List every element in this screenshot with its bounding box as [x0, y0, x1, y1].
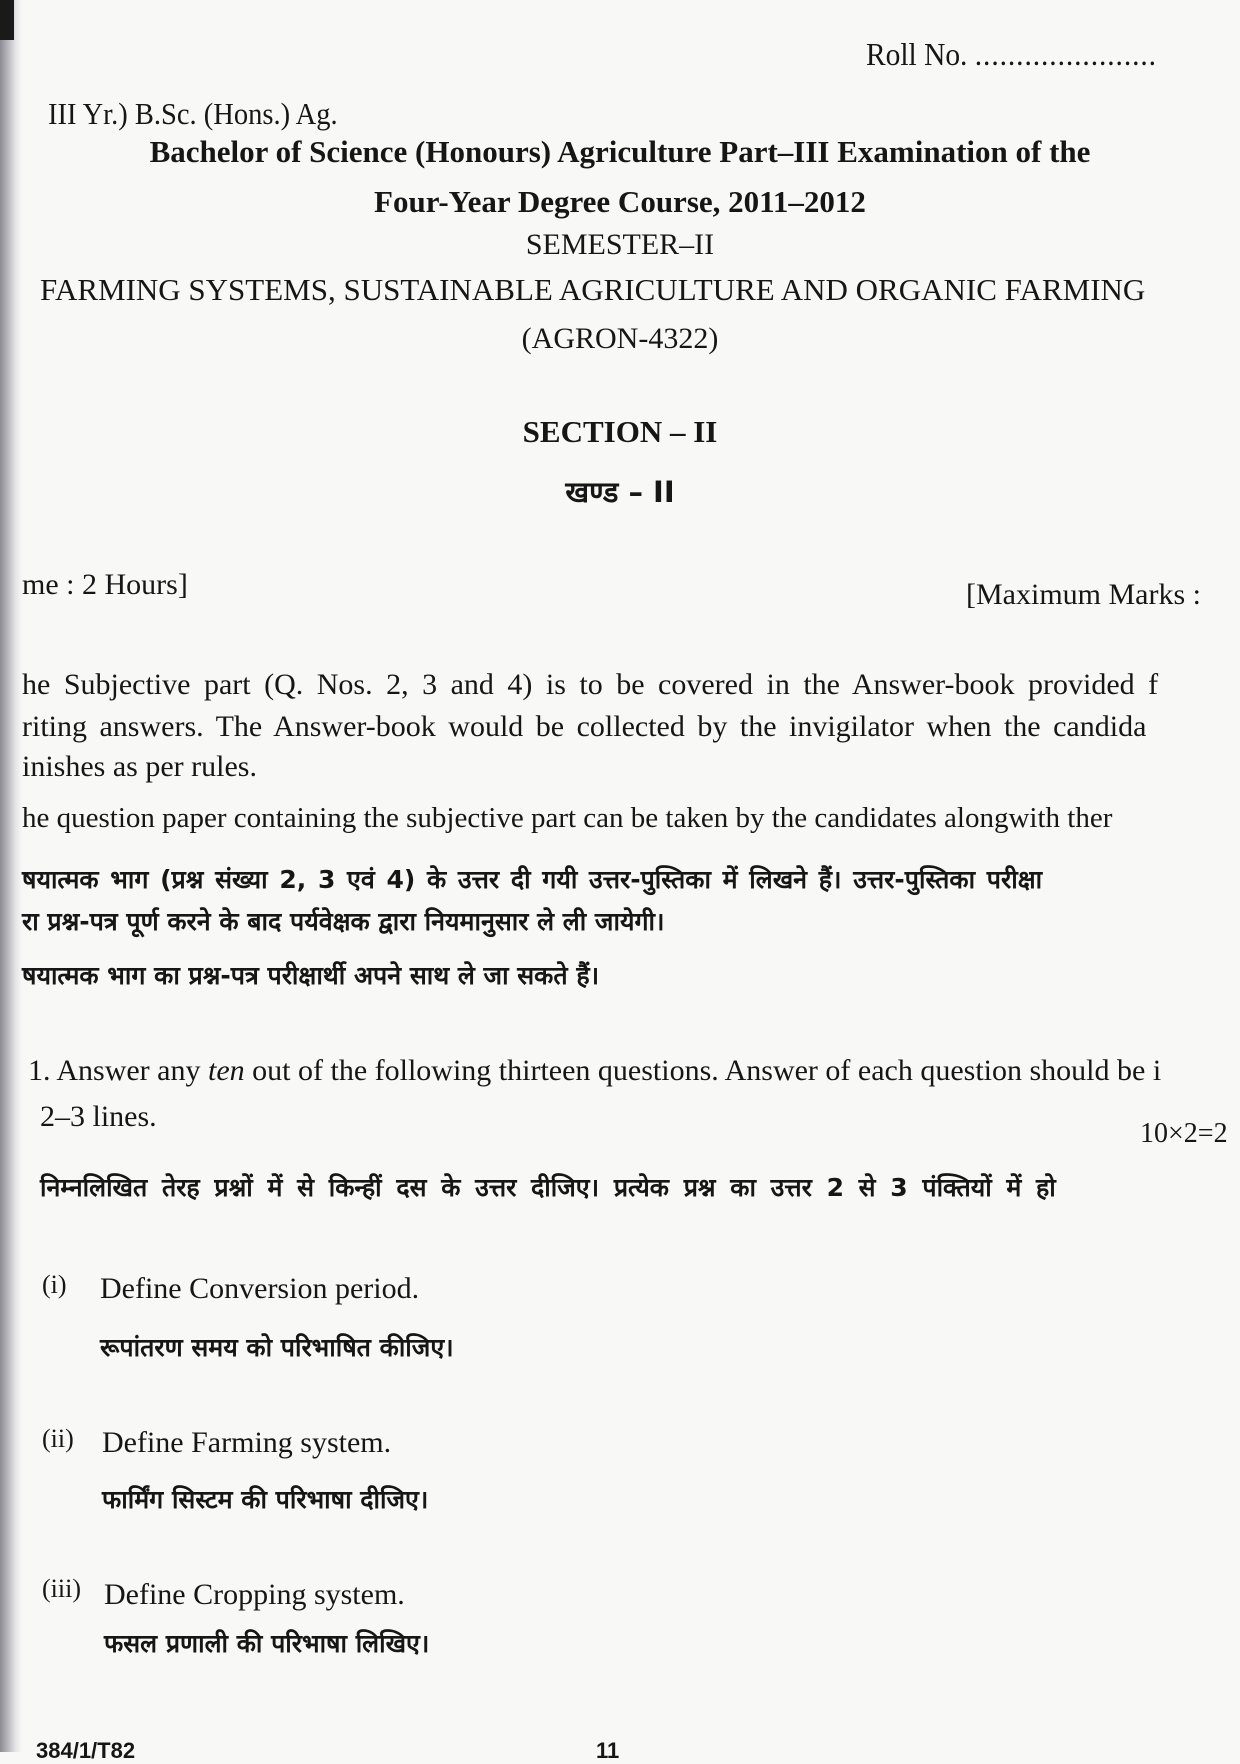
- roll-number-field: [866, 36, 1157, 73]
- sub-question-text-hindi: रूपांतरण समय को परिभाषित कीजिए।: [100, 1333, 454, 1362]
- question-1-instruction-hindi: निम्नलिखित तेरह प्रश्नों में से किन्हीं दस के उत्तर दीजिए। प्रत्येक प्रश्न का उत्तर 2 से 3 पंक्तियों में हो: [40, 1173, 1056, 1202]
- instruction-hi-line: रा प्रश्न-पत्र पूर्ण करने के बाद पर्यवेक्षक द्वारा नियमानुसार ले ली जायेगी।: [22, 907, 665, 936]
- instruction-hi-line: षयात्मक भाग का प्रश्न-पत्र परीक्षार्थी अपने साथ ले जा सकते हैं।: [22, 961, 600, 990]
- roll-number-dots: ......................: [974, 36, 1157, 72]
- question-1-text-pre: Answer any: [56, 1054, 201, 1087]
- section-title: SECTION – II: [522, 414, 718, 449]
- question-1-marks: 10×2=2: [1140, 1118, 1228, 1149]
- instruction-en-line: he question paper containing the subjective part can be taken by the candidates alongwith ther: [22, 802, 1113, 834]
- exam-title-line1: Bachelor of Science (Honours) Agriculture Part–III Examination of the: [149, 134, 1091, 169]
- section-title-hindi: खण्ड – II: [565, 475, 675, 509]
- page-number: 11: [596, 1738, 620, 1763]
- semester: SEMESTER–II: [525, 228, 715, 261]
- question-1-lines: 2–3 lines.: [40, 1100, 157, 1133]
- time-allowed: me : 2 Hours]: [22, 568, 188, 601]
- question-1-text-post: out of the following thirteen questions. Answer of each question should be i: [252, 1054, 1162, 1087]
- footer-code: 384/1/T82: [36, 1738, 136, 1763]
- sub-question-text: Define Conversion period.: [100, 1272, 420, 1305]
- instruction-hi-line: षयात्मक भाग (प्रश्न संख्या 2, 3 एवं 4) के उत्तर दी गयी उत्तर-पुस्तिका में लिखने हैं। उत्तर-पुस्तिका परीक्षा: [22, 865, 1043, 894]
- sub-question-number: (i): [42, 1270, 67, 1299]
- year-course: III Yr.) B.Sc. (Hons.) Ag.: [48, 96, 338, 131]
- scan-corner-mark: [0, 0, 14, 40]
- exam-title-line2: Four-Year Degree Course, 2011–2012: [374, 184, 866, 219]
- instruction-en-line: he Subjective part (Q. Nos. 2, 3 and 4) is to be covered in the Answer-book provided f: [22, 668, 1159, 701]
- sub-question-text: Define Cropping system.: [104, 1578, 405, 1611]
- sub-question-text-hindi: फसल प्रणाली की परिभाषा लिखिए।: [104, 1629, 430, 1658]
- question-1-text-emphasis: ten: [208, 1054, 245, 1087]
- sub-question-text-hindi: फार्मिंग सिस्टम की परिभाषा दीजिए।: [102, 1485, 429, 1514]
- subject-title: FARMING SYSTEMS, SUSTAINABLE AGRICULTURE AND ORGANIC FARMING: [40, 272, 1146, 307]
- sub-question-number: (iii): [42, 1574, 81, 1603]
- paper-code: (AGRON-4322): [521, 322, 719, 355]
- question-number: 1.: [28, 1054, 51, 1087]
- scan-edge-shadow: [0, 0, 22, 1752]
- instruction-en-line: riting answers. The Answer-book would be collected by the invigilator when the candida: [22, 710, 1147, 743]
- question-1-instruction: [28, 1054, 1161, 1088]
- instruction-en-line: inishes as per rules.: [22, 750, 257, 783]
- sub-question-text: Define Farming system.: [102, 1426, 392, 1459]
- maximum-marks: [Maximum Marks :: [966, 578, 1201, 611]
- roll-number-label: Roll No.: [866, 36, 968, 72]
- sub-question-number: (ii): [42, 1424, 74, 1453]
